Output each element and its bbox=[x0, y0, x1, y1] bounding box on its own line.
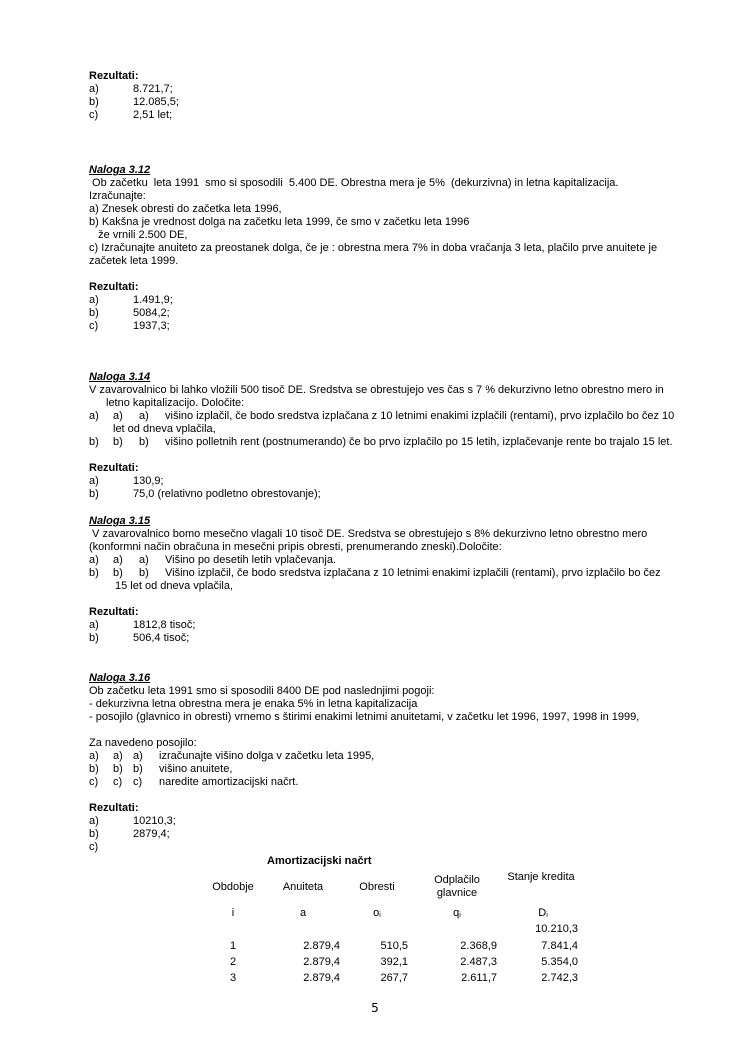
symbol-annuity: a bbox=[299, 907, 307, 919]
amortization-title: Amortizacijski načrt bbox=[267, 855, 372, 867]
result-item: a) 8.721,7; bbox=[89, 83, 173, 95]
results-heading: Rezultati: bbox=[89, 70, 139, 82]
result-item: b) 2879,4; bbox=[89, 828, 170, 840]
result-item: b) 12.085,5; bbox=[89, 96, 179, 108]
list-item: b) b) b) višino anuitete, bbox=[89, 763, 233, 775]
task-text-line: Izračunajte: bbox=[89, 190, 146, 202]
symbol-principal: $q_i$ bbox=[453, 907, 461, 919]
list-item-continuation: 15 let od dneva vplačila, bbox=[115, 580, 234, 592]
task-3-14 bbox=[89, 371, 699, 501]
task-text-line: V zavarovalnico bi lahko vložili 500 tisoč DE. Sredstva se obrestujejo ves čas s 7 % dekurzivno letno obrestno mero in bbox=[89, 384, 664, 396]
task-3-15 bbox=[89, 515, 699, 645]
column-header-principal-line2: glavnice bbox=[436, 887, 478, 899]
list-item: a) a) a) izračunajte višino dolga v začetku leta 1995, bbox=[89, 750, 375, 762]
task-text-line: (konformni način obračuna in mesečni pripis obresti, prenumerando zneski).Določite: bbox=[89, 541, 502, 553]
result-item: c) 1937,3; bbox=[89, 320, 170, 332]
initial-balance: 10.210,3 bbox=[535, 923, 578, 935]
document-page: Rezultati: a) 8.721,7; b) 12.085,5; c) 2,51 let; Naloga 3.12 Ob začetku leta 1991 smo si sposodili 5.400 DE. Obrestna mera je 5% (dekurzivna) in letna kapitalizacija. Izračunajte: a) Znesek obresti do začetka leta 1996, b) Kakšna je vrednost dolga na začetku leta 1999, če smo v začetku leta 1996 že vrnili 2.500 DE, c) Izračunajte anuiteto za preostanek dolga, če je : obrestna mera 7% in doba vračanja 3 leta, plačilo prve anuitete je začetek leta 1999. Rezultati: a) 1.491,9; b) 5084,2; c) 1937,3; Naloga 3.14 V zavarovalnico bi lahko vložili 500 tisoč DE. Sredstva se obrestujejo ves čas s 7 % dekurzivno letno obrestno mero in letno kapitalizacijo. Določite: a) a) a) višino izplačil, če bodo sredstva izplačana z 10 letnimi enakimi izplačili (rentami), prvo izplačilo bo čez 10 let od dneva vplačila, b) b) b) višino polletnih rent (postnumerando) če bo prvo izplačilo po 15 letih, izplačevanje rente bo trajalo 15 let. Rezultati: a) 130,9; b) 75,0 (relativno podletno obrestovanje); Naloga 3.15 V zavarovalnico bomo mesečno vlagali 10 tisoč DE. Sredstva se obrestujejo s 8% dekurzivno letno obrestno mero (konformni način obračuna in mesečni pripis obresti, prenumerando zneski).Določite: a) a) a) Višino po desetih letih vplačevanja. b) b) b) Višino izplačil, če bodo sredstva izplačana z 10 letnimi enakimi izplačili (rentami), prvo izplačilo bo čez 15 let od dneva vplačila, Rezultati: a) 1812,8 tisoč; b) 506,4 tisoč; Naloga 3.16 Ob začetku leta 1991 smo si sposodili 8400 DE pod naslednjimi pogoji: - dekurzivna letna obrestna mera je enaka 5% in letna kapitalizacija - posojilo (glavnico in obresti) vrnemo s štirimi enakimi letnimi anuitetami, v začetku let 1996, 1997, 1998 in 1999, Za navedeno posojilo: a) a) a) izračunajte višino dolga v začetku leta 1995, b) b) b) višino anuitete, c) c) c) naredite amortizacijski načrt. Rezultati: a) 10210,3; b) 2879,4; c) Amortizacijski načrt Obdobje Anuiteta Obresti Odplačilo glavnice Stanje kredita i a $o_i$ $q_i$ $D_i$ 10.210,3 1 2.879,4 510,5 2.368,9 7.841,4 2 2.879,4 392,1 2.487,3 5.354,0 3 2.879,4 267,7 2.611,7 2.742,3 5 bbox=[0, 0, 750, 1061]
task-title: Naloga 3.16 bbox=[89, 672, 151, 684]
results-block-1 bbox=[89, 70, 699, 122]
column-header-period: Obdobje bbox=[212, 881, 254, 893]
task-text-line: Ob začetku leta 1991 smo si sposodili 5.400 DE. Obrestna mera je 5% (dekurzivna) in letna kapitalizacija. bbox=[89, 177, 619, 189]
results-heading: Rezultati: bbox=[89, 606, 139, 618]
task-text-line: Za navedeno posojilo: bbox=[89, 737, 197, 749]
task-text-line: - dekurzivna letna obrestna mera je enaka 5% in letna kapitalizacija bbox=[89, 698, 418, 710]
list-item: a) a) a) višino izplačil, če bodo sredstva izplačana z 10 letnimi enakimi izplačili (rentami), prvo izplačilo bo čez 10 bbox=[89, 410, 675, 422]
list-item: b) b) b) višino polletnih rent (postnumerando) če bo prvo izplačilo po 15 letih, izplačevanje rente bo trajalo 15 let. bbox=[89, 436, 673, 448]
column-header-interest: Obresti bbox=[359, 881, 395, 893]
results-heading: Rezultati: bbox=[89, 802, 139, 814]
result-item: c) bbox=[89, 841, 99, 853]
task-title: Naloga 3.12 bbox=[89, 164, 151, 176]
task-3-12 bbox=[89, 164, 699, 333]
task-text-line: letno kapitalizacijo. Določite: bbox=[106, 397, 245, 409]
result-item: a) 1812,8 tisoč; bbox=[89, 619, 196, 631]
list-item: b) b) b) Višino izplačil, če bodo sredstva izplačana z 10 letnimi enakimi izplačili (rentami), prvo izplačilo bo čez bbox=[89, 567, 661, 579]
symbol-period: i bbox=[231, 907, 235, 919]
page-number: 5 bbox=[371, 1001, 379, 1015]
task-title: Naloga 3.14 bbox=[89, 371, 151, 383]
task-text-line: V zavarovalnico bomo mesečno vlagali 10 tisoč DE. Sredstva se obrestujejo s 8% dekurzivno letno obrestno mero bbox=[89, 528, 648, 540]
task-text-line: - posojilo (glavnico in obresti) vrnemo s štirimi enakimi letnimi anuitetami, v začetku let 1996, 1997, 1998 in 1999, bbox=[89, 711, 640, 723]
column-header-principal-line1: Odplačilo bbox=[434, 874, 480, 886]
task-title: Naloga 3.15 bbox=[89, 515, 151, 527]
list-item: c) c) c) naredite amortizacijski načrt. bbox=[89, 776, 299, 788]
task-text-line: c) Izračunajte anuiteto za preostanek dolga, če je : obrestna mera 7% in doba vračanja 3 leta, plačilo prve anuitete je bbox=[89, 242, 658, 254]
task-text-line: a) Znesek obresti do začetka leta 1996, bbox=[89, 203, 282, 215]
results-heading: Rezultati: bbox=[89, 281, 139, 293]
task-text-line: začetek leta 1999. bbox=[89, 255, 179, 267]
result-item: a) 130,9; bbox=[89, 475, 164, 487]
symbol-interest: $o_i$ bbox=[373, 907, 381, 919]
list-item: a) a) a) Višino po desetih letih vplačevanja. bbox=[89, 554, 337, 566]
task-3-16 bbox=[89, 672, 699, 854]
task-text-line: b) Kakšna je vrednost dolga na začetku leta 1999, če smo v začetku leta 1996 bbox=[89, 216, 470, 228]
list-item-continuation: let od dneva vplačila, bbox=[113, 423, 216, 435]
results-heading: Rezultati: bbox=[89, 462, 139, 474]
task-text-line: Ob začetku leta 1991 smo si sposodili 8400 DE pod naslednjimi pogoji: bbox=[89, 685, 435, 697]
result-item: a) 1.491,9; bbox=[89, 294, 173, 306]
column-header-balance: Stanje kredita bbox=[507, 871, 575, 883]
result-item: b) 506,4 tisoč; bbox=[89, 632, 190, 644]
result-item: c) 2,51 let; bbox=[89, 109, 173, 121]
task-text-line: že vrnili 2.500 DE, bbox=[89, 229, 188, 241]
symbol-balance: $D_i$ bbox=[538, 907, 548, 919]
result-item: a) 10210,3; bbox=[89, 815, 176, 827]
result-item: b) 5084,2; bbox=[89, 307, 170, 319]
column-header-annuity: Anuiteta bbox=[282, 881, 324, 893]
result-item: b) 75,0 (relativno podletno obrestovanje); bbox=[89, 488, 321, 500]
